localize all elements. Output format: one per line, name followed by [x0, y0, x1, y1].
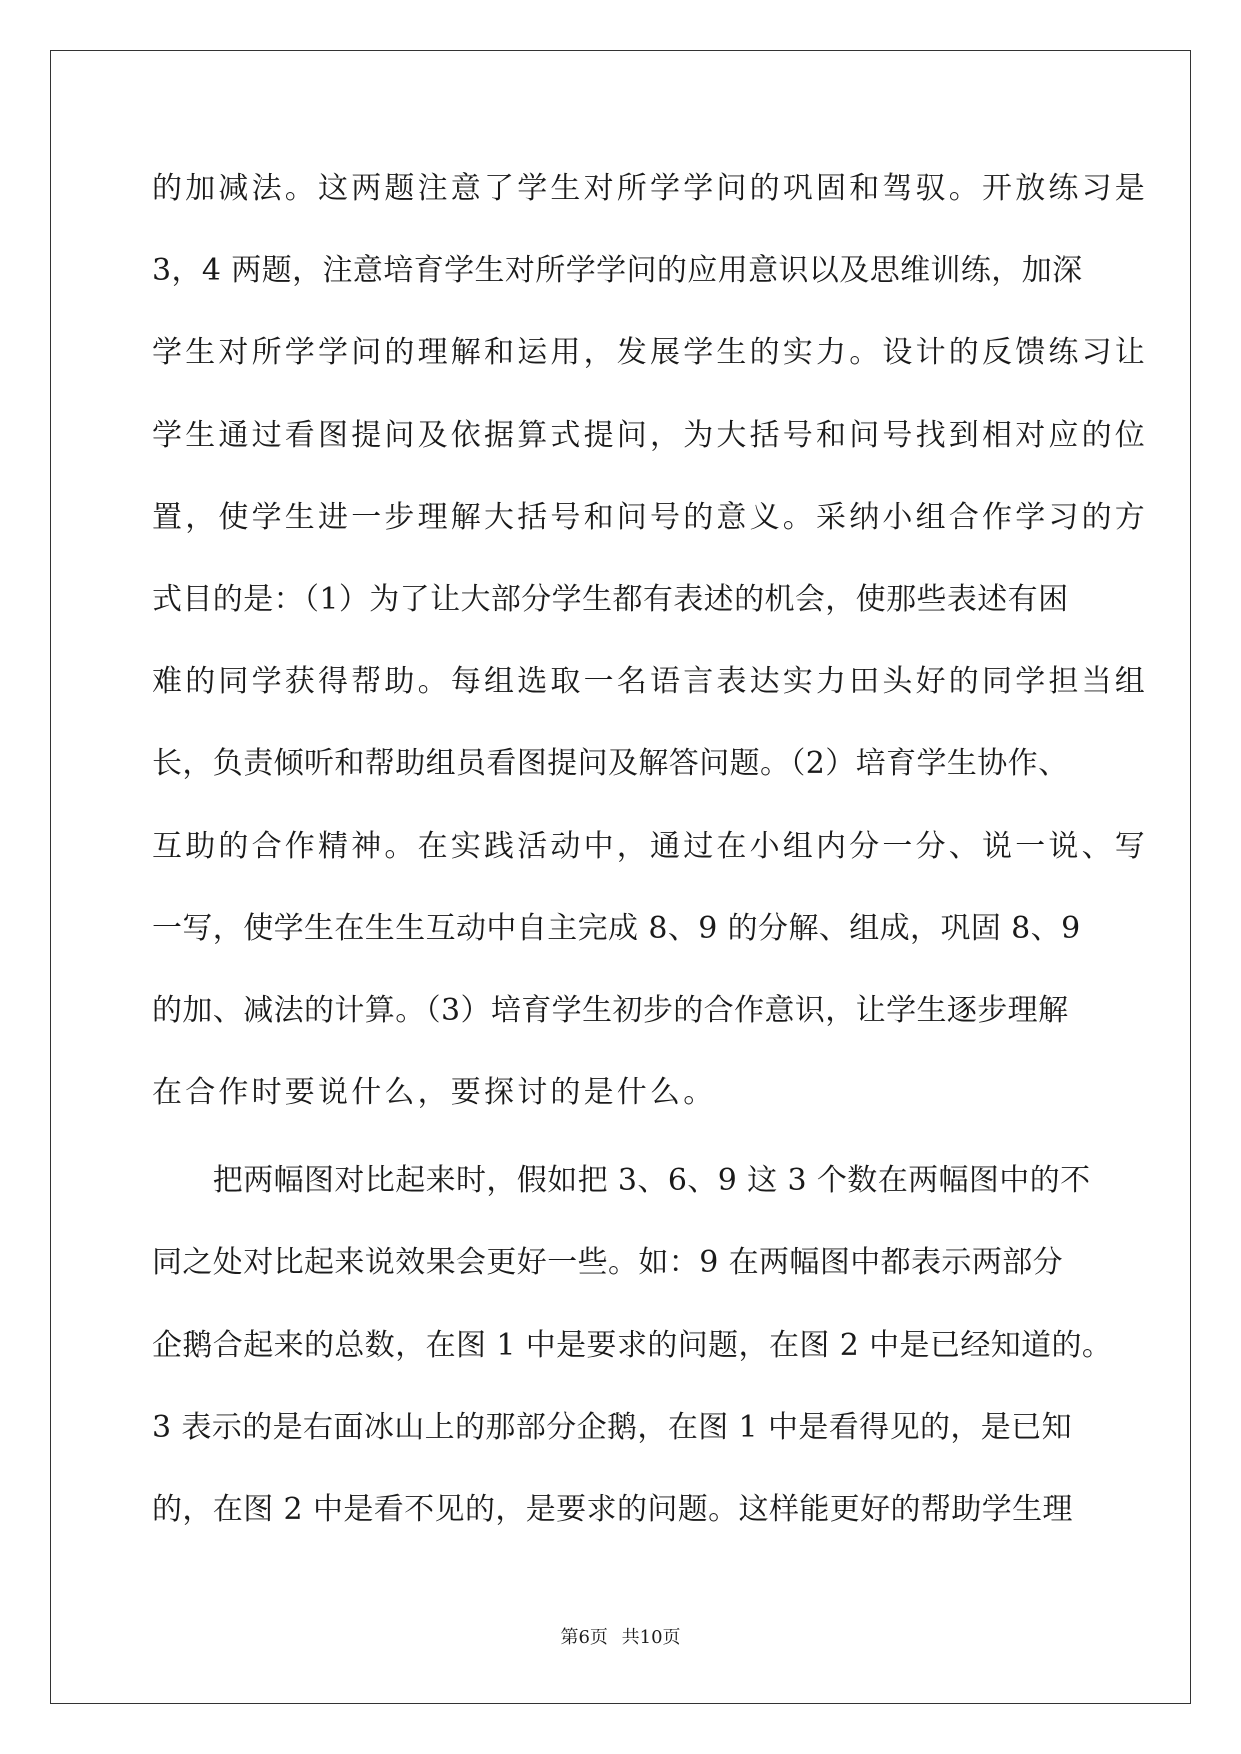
text-line: 在合作时要说什么，要探讨的是什么。	[152, 1075, 717, 1111]
document-body	[152, 156, 1148, 1559]
text-line: 的加、减法的计算。（3）培育学生初步的合作意识，让学生逐步理解	[152, 992, 1069, 1028]
text-line: 难的同学获得帮助。每组选取一名语言表达实力田头好的同学担当组	[152, 664, 1148, 700]
text-line: 企鹅合起来的总数，在图 1 中是要求的问题，在图 2 中是已经知道的。	[152, 1327, 1113, 1363]
text-line: 置，使学生进一步理解大括号和问号的意义。采纳小组合作学习的方	[152, 499, 1148, 535]
page-total: 共10页	[621, 1627, 681, 1648]
text-line: 互助的合作精神。在实践活动中，通过在小组内分一分、说一说、写	[152, 828, 1148, 864]
text-line: 式目的是：（1）为了让大部分学生都有表述的机会，使那些表述有困	[152, 581, 1069, 617]
paragraph-first-line: 把两幅图对比起来时，假如把 3、6、9 这 3 个数在两幅图中的不	[152, 1163, 1091, 1199]
page-footer	[0, 1623, 1241, 1649]
text-line: 学生对所学学问的理解和运用，发展学生的实力。设计的反馈练习让	[152, 335, 1148, 371]
text-line: 学生通过看图提问及依据算式提问，为大括号和问号找到相对应的位	[152, 417, 1148, 453]
text-line: 3 表示的是右面冰山上的那部分企鹅，在图 1 中是看得见的，是已知	[152, 1409, 1072, 1445]
text-line: 3，4 两题，注意培育学生对所学学问的应用意识以及思维训练，加深	[152, 253, 1083, 289]
text-line: 长，负责倾听和帮助组员看图提问及解答问题。（2）培育学生协作、	[152, 746, 1069, 782]
text-line: 一写，使学生在生生互动中自主完成 8、9 的分解、组成，巩固 8、9	[152, 910, 1081, 946]
text-line: 的，在图 2 中是看不见的，是要求的问题。这样能更好的帮助学生理	[152, 1492, 1073, 1527]
text-line: 同之处对比起来说效果会更好一些。如：9 在两幅图中都表示两部分	[152, 1245, 1064, 1281]
page-number: 第6页	[560, 1627, 608, 1648]
text-line: 的加减法。这两题注意了学生对所学学问的巩固和驾驭。开放练习是	[152, 171, 1148, 206]
